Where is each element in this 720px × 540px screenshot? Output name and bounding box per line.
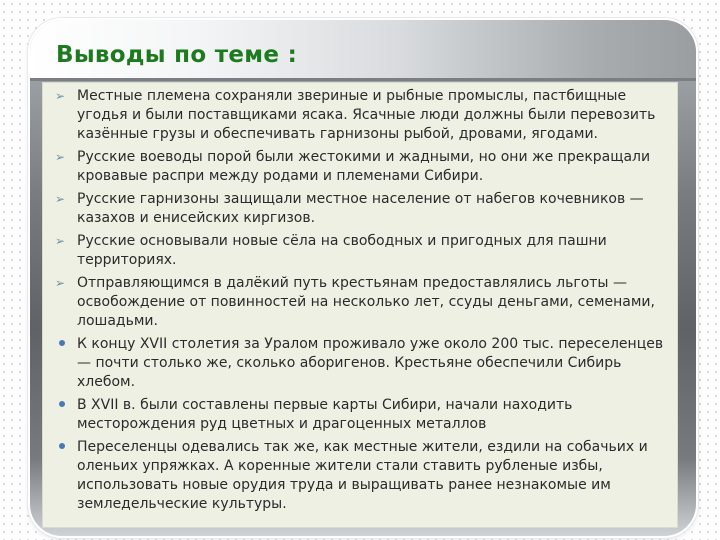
slide-title: Выводы по теме :: [56, 42, 298, 68]
list-item: [53, 190, 669, 228]
conclusions-list: [53, 87, 669, 514]
dot-icon: [55, 335, 69, 354]
list-item: [53, 148, 669, 186]
dot-icon: [55, 396, 69, 415]
chevron-icon: ➢: [55, 150, 66, 164]
list-item-text: В XVII в. были составлены первые карты Сибири, начали находить месторождения руд цветных и драгоценных металлов: [77, 397, 573, 432]
list-item-text: Отправляющимся в далёкий путь крестьянам предоставлялись льготы — освобождение от повинностей на несколько лет, ссуды деньгами, семенами, лошадьми.: [77, 275, 655, 329]
list-item-text: К концу XVII столетия за Уралом проживало уже около 200 тыс. переселенцев — почти столько же, сколько аборигенов. Крестьяне обеспечили Сибирь хлебом.: [77, 336, 664, 390]
chevron-icon: ➢: [55, 234, 66, 248]
list-item-text: Русские воеводы порой были жестокими и жадными, но они же прекращали кровавые распри между родами и племенами Сибири.: [77, 149, 651, 184]
list-item: [53, 274, 669, 331]
list-item: [53, 396, 669, 434]
list-item: [53, 335, 669, 392]
list-item: [53, 87, 669, 144]
list-item: [53, 438, 669, 514]
list-item-text: Русские основывали новые сёла на свободных и пригодных для пашни территориях.: [77, 233, 607, 268]
list-item-text: Местные племена сохраняли звериные и рыбные промыслы, пастбищные угодья и были поставщиками ясака. Ясачные люди должны были перевозить казённые грузы и обеспечивать гарнизоны рыбой, дровами, ягодами.: [77, 88, 656, 142]
chevron-icon: ➢: [55, 192, 66, 206]
chevron-icon: ➢: [55, 89, 66, 103]
list-item-text: Переселенцы одевались так же, как местные жители, ездили на собачьих и оленьих упряжках. А коренные жители стали ставить рубленые избы, использовать новые орудия труда и выращивать ранее незнакомые им земледельческие культуры.: [77, 439, 648, 512]
content-panel: [42, 82, 678, 528]
chevron-icon: ➢: [55, 276, 66, 290]
dot-icon: [55, 438, 69, 457]
list-item-text: Русские гарнизоны защищали местное население от набегов кочевников — казахов и енисейских киргизов.: [77, 191, 644, 226]
list-item: [53, 232, 669, 270]
